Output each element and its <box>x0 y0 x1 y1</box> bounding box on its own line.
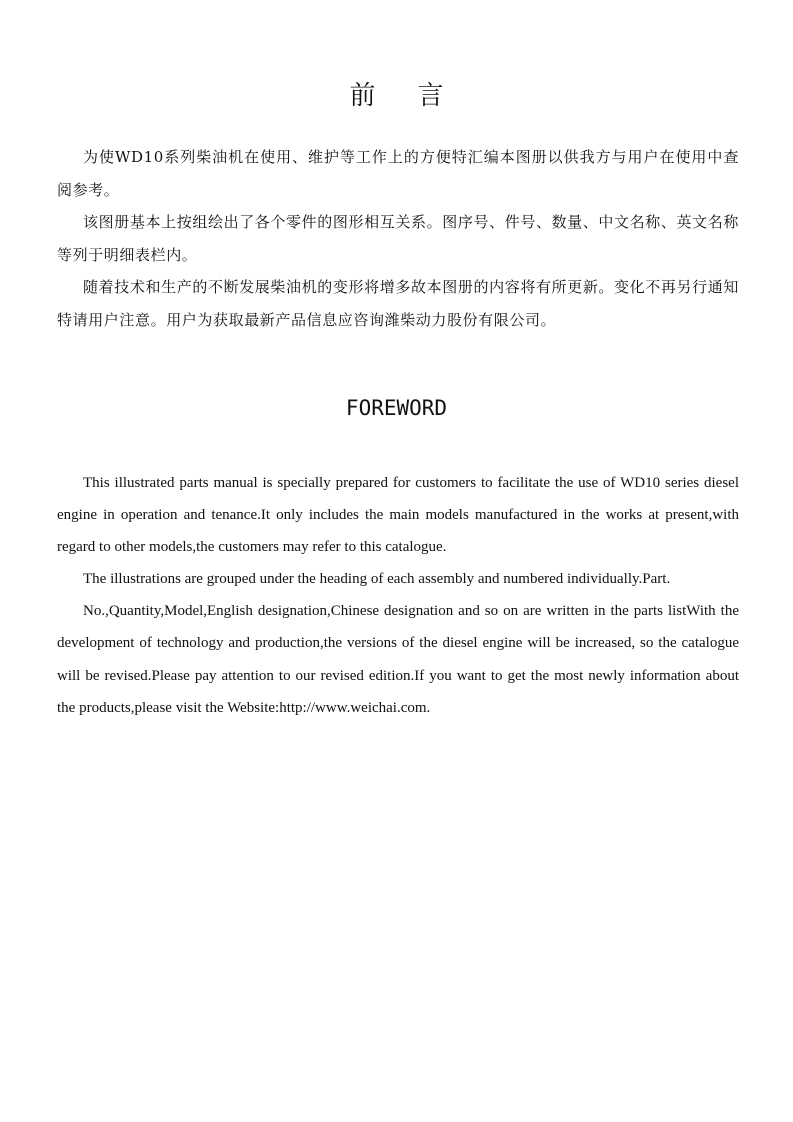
chinese-title: 前言 <box>349 81 486 111</box>
chinese-body <box>57 141 739 336</box>
english-paragraph-2: The illustrations are grouped under the heading of each assembly and numbered individually.Part. <box>83 571 671 588</box>
chinese-paragraph-1: 为使WD10系列柴油机在使用、维护等工作上的方便特汇编本图册以供我方与用户在使用中查阅参考。 <box>57 148 739 199</box>
chinese-paragraph-2: 该图册基本上按组绘出了各个零件的图形相互关系。图序号、件号、数量、中文名称、英文名称等列于明细表栏内。 <box>57 213 739 264</box>
english-title: FOREWORD <box>345 396 448 420</box>
chinese-paragraph-3: 随着技术和生产的不断发展柴油机的变形将增多故本图册的内容将有所更新。变化不再另行通知特请用户注意。用户为获取最新产品信息应咨询潍柴动力股份有限公司。 <box>57 278 739 329</box>
english-paragraph-3: No.,Quantity,Model,English designation,Chinese designation and so on are written in the parts listWith the development of technology and production,the versions of the diesel engine will be increased, so the catalogue will be revised.Please pay attention to our revised edition.If you want to get the most newly information about the products,please visit the Website:http://www.weichai.com. <box>57 603 739 716</box>
english-paragraph-1: This illustrated parts manual is specially prepared for customers to facilitate the use of WD10 series diesel engine in operation and tenance.It only includes the main models manufactured in the works at present,with regard to other models,the customers may refer to this catalogue. <box>57 475 739 556</box>
english-body <box>57 467 739 724</box>
